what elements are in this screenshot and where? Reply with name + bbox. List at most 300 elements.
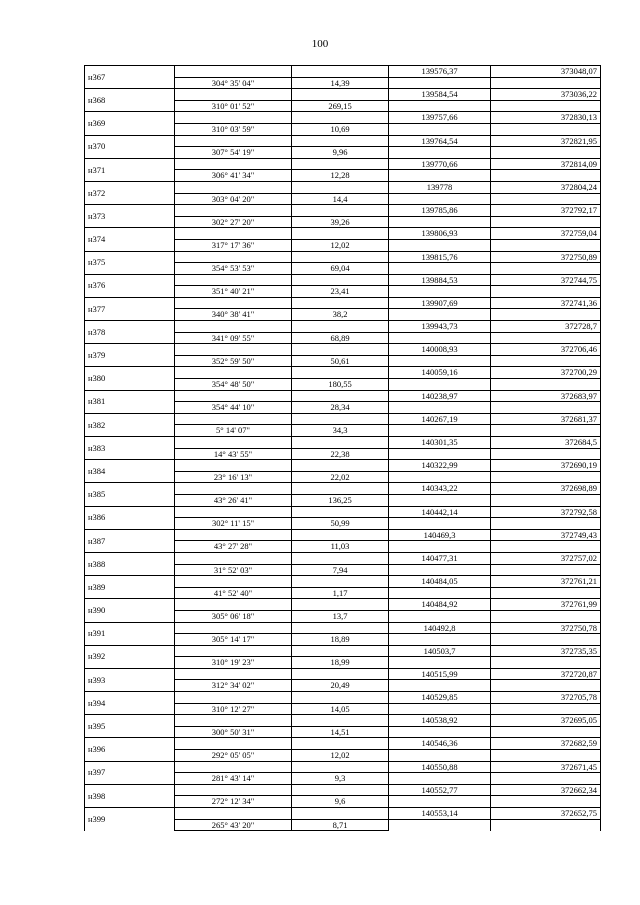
point-row xyxy=(85,274,601,286)
empty-cell xyxy=(292,367,389,379)
segment-length: 23,41 xyxy=(292,286,389,298)
point-row xyxy=(85,506,601,518)
empty-cell xyxy=(389,518,491,530)
empty-cell xyxy=(491,425,601,437)
empty-cell xyxy=(292,808,389,820)
empty-cell xyxy=(491,379,601,391)
x-coordinate: 140442,14 xyxy=(389,506,491,518)
x-coordinate: 139815,76 xyxy=(389,251,491,263)
point-row xyxy=(85,645,601,657)
y-coordinate: 372761,21 xyxy=(491,576,601,588)
direction-angle: 14° 43' 55" xyxy=(175,448,292,460)
empty-cell xyxy=(491,773,601,785)
direction-angle: 43° 27' 28" xyxy=(175,541,292,553)
empty-cell xyxy=(292,89,389,101)
empty-cell xyxy=(292,390,389,402)
empty-cell xyxy=(292,599,389,611)
empty-cell xyxy=(491,518,601,530)
empty-cell xyxy=(292,576,389,588)
y-coordinate: 372682,59 xyxy=(491,738,601,750)
point-name: н398 xyxy=(85,784,175,807)
direction-angle: 310° 12' 27" xyxy=(175,703,292,715)
empty-cell xyxy=(175,135,292,147)
point-name: н386 xyxy=(85,506,175,529)
y-coordinate: 372698,89 xyxy=(491,483,601,495)
coordinates-table xyxy=(84,65,601,831)
empty-cell xyxy=(491,123,601,135)
y-coordinate: 372720,87 xyxy=(491,668,601,680)
point-name: н392 xyxy=(85,645,175,668)
segment-length: 14,05 xyxy=(292,703,389,715)
empty-cell xyxy=(292,158,389,170)
y-coordinate: 372744,75 xyxy=(491,274,601,286)
y-coordinate: 372749,43 xyxy=(491,529,601,541)
point-row xyxy=(85,552,601,564)
direction-angle: 292° 05' 05" xyxy=(175,750,292,762)
y-coordinate: 372830,13 xyxy=(491,112,601,124)
empty-cell xyxy=(175,529,292,541)
empty-cell xyxy=(389,610,491,622)
point-name: н389 xyxy=(85,576,175,599)
empty-cell xyxy=(491,750,601,762)
empty-cell xyxy=(389,657,491,669)
segment-length: 1,17 xyxy=(292,587,389,599)
x-coordinate: 140008,93 xyxy=(389,344,491,356)
empty-cell xyxy=(491,147,601,159)
direction-angle: 310° 03' 59" xyxy=(175,123,292,135)
empty-cell xyxy=(292,622,389,634)
empty-cell xyxy=(491,564,601,576)
point-row xyxy=(85,437,601,449)
x-coordinate: 140492,8 xyxy=(389,622,491,634)
empty-cell xyxy=(175,599,292,611)
point-name: н373 xyxy=(85,205,175,228)
y-coordinate: 372728,7 xyxy=(491,321,601,333)
empty-cell xyxy=(491,657,601,669)
segment-length: 13,7 xyxy=(292,610,389,622)
empty-cell xyxy=(292,321,389,333)
x-coordinate: 140553,14 xyxy=(389,808,491,820)
segment-length: 22,02 xyxy=(292,471,389,483)
x-coordinate: 140529,85 xyxy=(389,692,491,704)
point-name: н397 xyxy=(85,761,175,784)
empty-cell xyxy=(292,460,389,472)
point-row xyxy=(85,622,601,634)
x-coordinate: 139770,66 xyxy=(389,158,491,170)
empty-cell xyxy=(292,529,389,541)
point-row xyxy=(85,390,601,402)
empty-cell xyxy=(389,100,491,112)
empty-cell xyxy=(389,634,491,646)
empty-cell xyxy=(389,193,491,205)
empty-cell xyxy=(491,170,601,182)
direction-angle: 351° 40' 21" xyxy=(175,286,292,298)
empty-cell xyxy=(175,251,292,263)
empty-cell xyxy=(175,228,292,240)
x-coordinate: 140469,3 xyxy=(389,529,491,541)
x-coordinate: 140238,97 xyxy=(389,390,491,402)
coordinates-table-body xyxy=(85,66,601,831)
empty-cell xyxy=(389,379,491,391)
empty-cell xyxy=(292,483,389,495)
empty-cell xyxy=(491,239,601,251)
page-number: 100 xyxy=(311,38,329,50)
empty-cell xyxy=(292,112,389,124)
point-name: н369 xyxy=(85,112,175,135)
empty-cell xyxy=(389,425,491,437)
direction-angle: 310° 19' 23" xyxy=(175,657,292,669)
direction-angle: 302° 27' 20" xyxy=(175,216,292,228)
empty-cell xyxy=(292,181,389,193)
point-name: н382 xyxy=(85,413,175,436)
point-row xyxy=(85,89,601,101)
empty-cell xyxy=(389,750,491,762)
y-coordinate: 372735,35 xyxy=(491,645,601,657)
empty-cell xyxy=(175,297,292,309)
empty-cell xyxy=(292,645,389,657)
point-row xyxy=(85,692,601,704)
empty-cell xyxy=(175,205,292,217)
empty-cell xyxy=(292,205,389,217)
direction-angle: 5° 14' 07" xyxy=(175,425,292,437)
x-coordinate: 140538,92 xyxy=(389,715,491,727)
x-coordinate: 140550,88 xyxy=(389,761,491,773)
empty-cell xyxy=(491,309,601,321)
empty-cell xyxy=(491,448,601,460)
direction-angle: 354° 44' 10" xyxy=(175,402,292,414)
x-coordinate: 139778 xyxy=(389,181,491,193)
point-name: н368 xyxy=(85,89,175,112)
empty-cell xyxy=(175,274,292,286)
direction-angle: 265° 43' 20" xyxy=(175,819,292,831)
empty-cell xyxy=(175,413,292,425)
empty-cell xyxy=(491,494,601,506)
y-coordinate: 372757,02 xyxy=(491,552,601,564)
empty-cell xyxy=(389,726,491,738)
point-name: н391 xyxy=(85,622,175,645)
empty-cell xyxy=(175,761,292,773)
point-row xyxy=(85,715,601,727)
direction-angle: 43° 26' 41" xyxy=(175,494,292,506)
empty-cell xyxy=(491,77,601,89)
empty-cell xyxy=(292,715,389,727)
empty-cell xyxy=(292,437,389,449)
segment-length: 12,28 xyxy=(292,170,389,182)
segment-length: 12,02 xyxy=(292,239,389,251)
empty-cell xyxy=(292,552,389,564)
direction-angle: 304° 35' 04" xyxy=(175,77,292,89)
y-coordinate: 373048,07 xyxy=(491,66,601,78)
empty-cell xyxy=(175,321,292,333)
direction-angle: 307° 54' 19" xyxy=(175,147,292,159)
direction-angle: 302° 11' 15" xyxy=(175,518,292,530)
segment-length: 180,55 xyxy=(292,379,389,391)
y-coordinate: 372804,24 xyxy=(491,181,601,193)
empty-cell xyxy=(389,541,491,553)
empty-cell xyxy=(389,286,491,298)
empty-cell xyxy=(491,541,601,553)
x-coordinate: 140503,7 xyxy=(389,645,491,657)
point-name: н376 xyxy=(85,274,175,297)
empty-cell xyxy=(491,819,601,831)
direction-angle: 305° 14' 17" xyxy=(175,634,292,646)
empty-cell xyxy=(389,402,491,414)
x-coordinate: 139757,66 xyxy=(389,112,491,124)
empty-cell xyxy=(292,297,389,309)
segment-length: 9,6 xyxy=(292,796,389,808)
empty-cell xyxy=(175,552,292,564)
empty-cell xyxy=(175,367,292,379)
empty-cell xyxy=(389,680,491,692)
x-coordinate: 139584,54 xyxy=(389,89,491,101)
x-coordinate: 140343,22 xyxy=(389,483,491,495)
empty-cell xyxy=(175,112,292,124)
y-coordinate: 372814,09 xyxy=(491,158,601,170)
point-name: н370 xyxy=(85,135,175,158)
segment-length: 18,89 xyxy=(292,634,389,646)
y-coordinate: 372821,95 xyxy=(491,135,601,147)
direction-angle: 41° 52' 40" xyxy=(175,587,292,599)
empty-cell xyxy=(491,193,601,205)
x-coordinate: 140301,35 xyxy=(389,437,491,449)
segment-length: 38,2 xyxy=(292,309,389,321)
empty-cell xyxy=(491,610,601,622)
empty-cell xyxy=(491,355,601,367)
direction-angle: 340° 38' 41" xyxy=(175,309,292,321)
empty-cell xyxy=(389,123,491,135)
empty-cell xyxy=(491,796,601,808)
empty-cell xyxy=(292,761,389,773)
empty-cell xyxy=(175,460,292,472)
empty-cell xyxy=(389,170,491,182)
point-name: н372 xyxy=(85,181,175,204)
segment-length: 12,02 xyxy=(292,750,389,762)
point-name: н367 xyxy=(85,66,175,89)
empty-cell xyxy=(389,587,491,599)
point-name: н393 xyxy=(85,668,175,691)
segment-length: 136,25 xyxy=(292,494,389,506)
empty-cell xyxy=(389,494,491,506)
y-coordinate: 372750,89 xyxy=(491,251,601,263)
empty-cell xyxy=(491,332,601,344)
point-name: н379 xyxy=(85,344,175,367)
empty-cell xyxy=(175,668,292,680)
empty-cell xyxy=(389,77,491,89)
point-name: н381 xyxy=(85,390,175,413)
empty-cell xyxy=(389,773,491,785)
point-row xyxy=(85,483,601,495)
empty-cell xyxy=(175,692,292,704)
direction-angle: 281° 43' 14" xyxy=(175,773,292,785)
point-row xyxy=(85,251,601,263)
x-coordinate: 139884,53 xyxy=(389,274,491,286)
empty-cell xyxy=(292,738,389,750)
empty-cell xyxy=(491,726,601,738)
point-row xyxy=(85,297,601,309)
y-coordinate: 373036,22 xyxy=(491,89,601,101)
empty-cell xyxy=(491,100,601,112)
direction-angle: 341° 09' 55" xyxy=(175,332,292,344)
point-row xyxy=(85,112,601,124)
empty-cell xyxy=(175,715,292,727)
segment-length: 7,94 xyxy=(292,564,389,576)
y-coordinate: 372741,36 xyxy=(491,297,601,309)
x-coordinate: 140515,99 xyxy=(389,668,491,680)
direction-angle: 303° 04' 20" xyxy=(175,193,292,205)
x-coordinate: 139943,73 xyxy=(389,321,491,333)
segment-length: 9,96 xyxy=(292,147,389,159)
segment-length: 11,03 xyxy=(292,541,389,553)
segment-length: 22,38 xyxy=(292,448,389,460)
empty-cell xyxy=(175,645,292,657)
point-name: н377 xyxy=(85,297,175,320)
point-row xyxy=(85,181,601,193)
x-coordinate: 140267,19 xyxy=(389,413,491,425)
empty-cell xyxy=(175,622,292,634)
point-name: н395 xyxy=(85,715,175,738)
direction-angle: 300° 50' 31" xyxy=(175,726,292,738)
direction-angle: 312° 34' 02" xyxy=(175,680,292,692)
point-name: н384 xyxy=(85,460,175,483)
empty-cell xyxy=(175,808,292,820)
x-coordinate: 139785,86 xyxy=(389,205,491,217)
empty-cell xyxy=(389,448,491,460)
empty-cell xyxy=(175,576,292,588)
x-coordinate: 140484,05 xyxy=(389,576,491,588)
direction-angle: 31° 52' 03" xyxy=(175,564,292,576)
empty-cell xyxy=(292,413,389,425)
empty-cell xyxy=(175,506,292,518)
empty-cell xyxy=(491,680,601,692)
empty-cell xyxy=(389,564,491,576)
empty-cell xyxy=(491,471,601,483)
point-row xyxy=(85,761,601,773)
direction-angle: 354° 48' 50" xyxy=(175,379,292,391)
segment-length: 14,39 xyxy=(292,77,389,89)
empty-cell xyxy=(292,668,389,680)
point-row xyxy=(85,668,601,680)
y-coordinate: 372706,46 xyxy=(491,344,601,356)
direction-angle: 317° 17' 36" xyxy=(175,239,292,251)
empty-cell xyxy=(175,344,292,356)
point-row xyxy=(85,135,601,147)
empty-cell xyxy=(175,390,292,402)
y-coordinate: 372684,5 xyxy=(491,437,601,449)
direction-angle: 310° 01' 52" xyxy=(175,100,292,112)
x-coordinate: 140322,99 xyxy=(389,460,491,472)
empty-cell xyxy=(491,216,601,228)
empty-cell xyxy=(491,402,601,414)
point-row xyxy=(85,205,601,217)
y-coordinate: 372700,29 xyxy=(491,367,601,379)
y-coordinate: 372705,78 xyxy=(491,692,601,704)
x-coordinate: 140484,92 xyxy=(389,599,491,611)
y-coordinate: 372761,99 xyxy=(491,599,601,611)
x-coordinate: 140546,36 xyxy=(389,738,491,750)
empty-cell xyxy=(491,587,601,599)
empty-cell xyxy=(292,66,389,78)
empty-cell xyxy=(491,634,601,646)
segment-length: 28,34 xyxy=(292,402,389,414)
point-row xyxy=(85,367,601,379)
point-name: н394 xyxy=(85,692,175,715)
point-row xyxy=(85,599,601,611)
empty-cell xyxy=(389,263,491,275)
y-coordinate: 372681,37 xyxy=(491,413,601,425)
point-row xyxy=(85,413,601,425)
y-coordinate: 372671,45 xyxy=(491,761,601,773)
point-row xyxy=(85,344,601,356)
empty-cell xyxy=(389,239,491,251)
point-row xyxy=(85,158,601,170)
y-coordinate: 372792,17 xyxy=(491,205,601,217)
segment-length: 269,15 xyxy=(292,100,389,112)
segment-length: 20,49 xyxy=(292,680,389,692)
point-row xyxy=(85,321,601,333)
segment-length: 14,51 xyxy=(292,726,389,738)
point-name: н383 xyxy=(85,437,175,460)
empty-cell xyxy=(175,66,292,78)
empty-cell xyxy=(389,147,491,159)
x-coordinate: 140552,77 xyxy=(389,784,491,796)
empty-cell xyxy=(389,332,491,344)
direction-angle: 23° 16' 13" xyxy=(175,471,292,483)
segment-length: 68,89 xyxy=(292,332,389,344)
empty-cell xyxy=(292,692,389,704)
point-name: н388 xyxy=(85,552,175,575)
empty-cell xyxy=(491,703,601,715)
empty-cell xyxy=(491,286,601,298)
x-coordinate: 139907,69 xyxy=(389,297,491,309)
segment-length: 34,3 xyxy=(292,425,389,437)
point-name: н387 xyxy=(85,529,175,552)
y-coordinate: 372759,04 xyxy=(491,228,601,240)
point-name: н399 xyxy=(85,808,175,831)
empty-cell xyxy=(389,819,491,831)
point-name: н380 xyxy=(85,367,175,390)
point-row xyxy=(85,529,601,541)
empty-cell xyxy=(175,158,292,170)
y-coordinate: 372695,05 xyxy=(491,715,601,727)
point-name: н396 xyxy=(85,738,175,761)
y-coordinate: 372750,78 xyxy=(491,622,601,634)
x-coordinate: 139576,37 xyxy=(389,66,491,78)
empty-cell xyxy=(292,251,389,263)
direction-angle: 306° 41' 34" xyxy=(175,170,292,182)
y-coordinate: 372683,97 xyxy=(491,390,601,402)
x-coordinate: 140059,16 xyxy=(389,367,491,379)
direction-angle: 272° 12' 34" xyxy=(175,796,292,808)
segment-length: 18,99 xyxy=(292,657,389,669)
empty-cell xyxy=(175,483,292,495)
point-name: н374 xyxy=(85,228,175,251)
empty-cell xyxy=(292,784,389,796)
x-coordinate: 139764,54 xyxy=(389,135,491,147)
segment-length: 10,69 xyxy=(292,123,389,135)
point-name: н371 xyxy=(85,158,175,181)
y-coordinate: 372690,19 xyxy=(491,460,601,472)
empty-cell xyxy=(491,263,601,275)
y-coordinate: 372652,75 xyxy=(491,808,601,820)
segment-length: 14,4 xyxy=(292,193,389,205)
direction-angle: 305° 06' 18" xyxy=(175,610,292,622)
empty-cell xyxy=(292,228,389,240)
empty-cell xyxy=(389,471,491,483)
empty-cell xyxy=(292,274,389,286)
point-name: н390 xyxy=(85,599,175,622)
point-row xyxy=(85,576,601,588)
empty-cell xyxy=(389,796,491,808)
